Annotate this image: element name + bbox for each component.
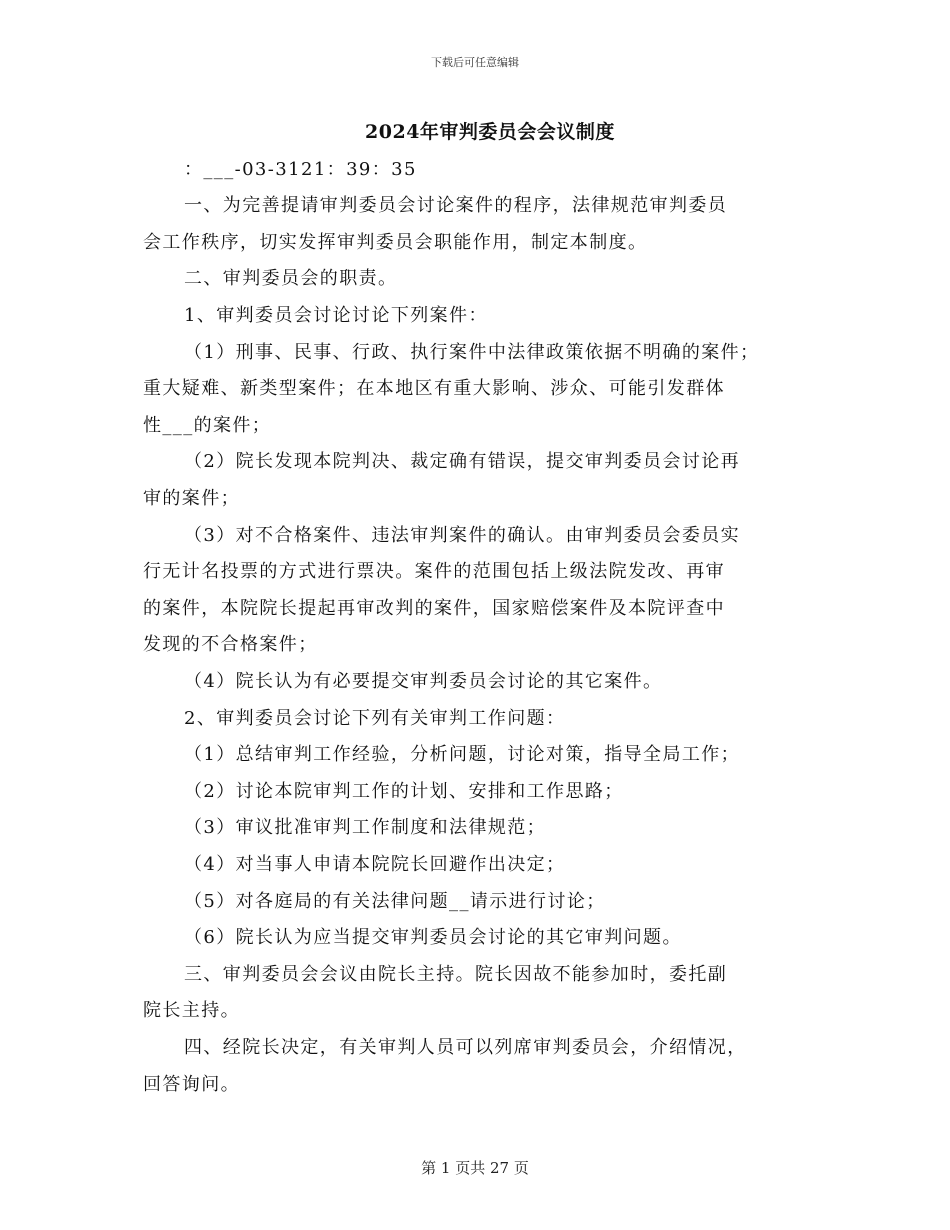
list-item-continuation: 的案件，本院院长提起再审改判的案件，国家赔偿案件及本院评查中 — [143, 598, 725, 619]
list-item-continuation: 行无计名投票的方式进行票决。案件的范围包括上级法院发改、再审 — [143, 561, 725, 582]
list-item: （3）对不合格案件、违法审判案件的确认。由审判委员会委员实 — [184, 525, 741, 546]
list-item: （4）对当事人申请本院院长回避作出决定； — [184, 854, 566, 875]
list-item-continuation: 重大疑难、新类型案件；在本地区有重大影响、涉众、可能引发群体 — [143, 378, 725, 399]
list-item: （4）院长认为有必要提交审判委员会讨论的其它案件。 — [184, 671, 663, 692]
list-item: （1）总结审判工作经验，分析问题，讨论对策，指导全局工作； — [184, 744, 741, 765]
timestamp-line: ：___-03-3121：39：35 — [184, 159, 417, 180]
list-item: （6）院长认为应当提交审判委员会讨论的其它审判问题。 — [184, 927, 682, 948]
paragraph-line: 院长主持。 — [143, 1000, 240, 1021]
subsection-heading: 2、审判委员会讨论下列有关审判工作问题： — [184, 708, 566, 729]
list-item: （5）对各庭局的有关法律问题__请示进行讨论； — [184, 891, 606, 912]
paragraph-line: 四、经院长决定，有关审判人员可以列席审判委员会，介绍情况， — [184, 1037, 747, 1058]
subsection-heading: 1、审判委员会讨论讨论下列案件： — [184, 305, 488, 326]
paragraph-line: 三、审判委员会会议由院长主持。院长因故不能参加时，委托副 — [184, 964, 728, 985]
list-item-continuation: 性___的案件； — [143, 415, 272, 436]
paragraph-line: 回答询问。 — [143, 1074, 240, 1095]
paragraph-line: 会工作秩序，切实发挥审判委员会职能作用，制定本制度。 — [143, 232, 648, 253]
section-heading: 二、审判委员会的职责。 — [184, 268, 398, 289]
list-item-continuation: 审的案件； — [143, 488, 240, 509]
list-item: （2）讨论本院审判工作的计划、安排和工作思路； — [184, 781, 624, 802]
header-note: 下载后可任意编辑 — [431, 56, 519, 69]
paragraph-line: 一、为完善提请审判委员会讨论案件的程序，法律规范审判委员 — [184, 195, 728, 216]
page-footer: 第 1 页共 27 页 — [421, 1159, 529, 1177]
list-item-continuation: 发现的不合格案件； — [143, 634, 318, 655]
document-title: 2024年审判委员会会议制度 — [365, 121, 615, 143]
list-item: （1）刑事、民事、行政、执行案件中法律政策依据不明确的案件； — [184, 342, 760, 363]
list-item: （2）院长发现本院判决、裁定确有错误，提交审判委员会讨论再 — [184, 451, 741, 472]
list-item: （3）审议批准审判工作制度和法律规范； — [184, 817, 547, 838]
